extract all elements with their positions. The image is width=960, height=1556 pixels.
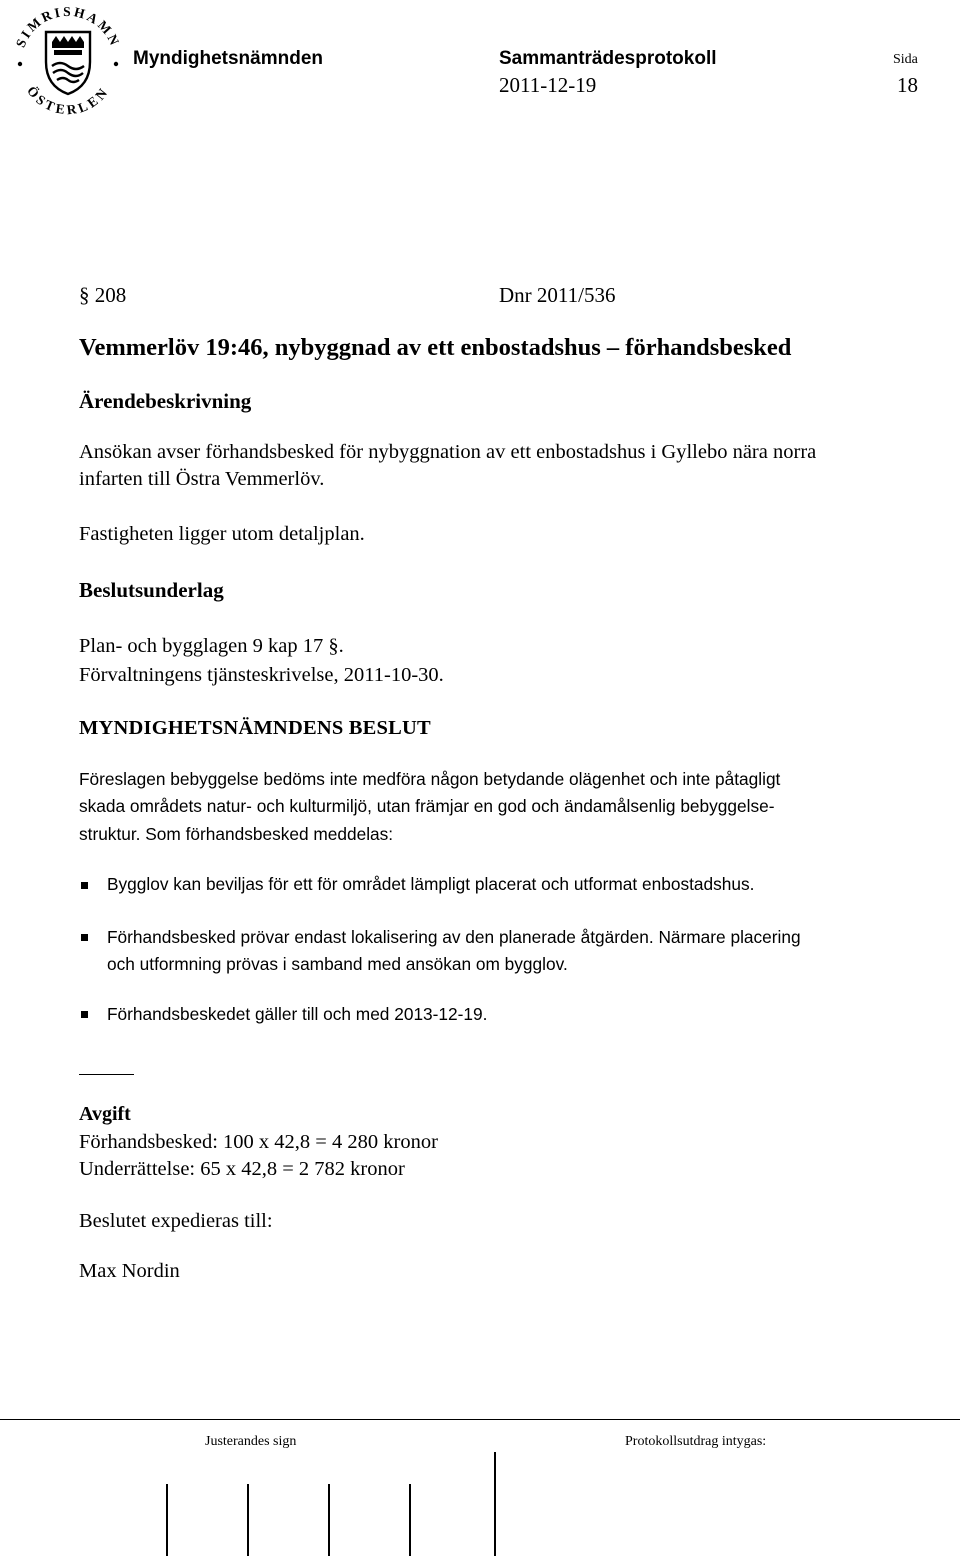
bullet-square-icon (81, 1011, 88, 1018)
signature-box-divider (166, 1484, 168, 1556)
shield-icon (46, 32, 90, 94)
decision-heading: MYNDIGHETSNÄMNDENS BESLUT (79, 717, 431, 739)
fee-line-1: Förhandsbesked: 100 x 42,8 = 4 280 kronor (79, 1131, 438, 1153)
description-detail: Fastigheten ligger utom detaljplan. (79, 523, 365, 545)
description-line-1: Ansökan avser förhandsbesked för nybyggnation av ett enbostadshus i Gyllebo nära norra (79, 441, 817, 463)
case-number-line (79, 282, 126, 309)
seal-text-bottom: ÖSTERLEN (23, 83, 112, 118)
municipality-seal-logo (6, 0, 130, 118)
case-title: Vemmerlöv 19:46, nybyggnad av ett enbostadshus – förhandsbesked (79, 334, 792, 361)
footer-section-divider (494, 1452, 496, 1556)
fee-line-2: Underrättelse: 65 x 42,8 = 2 782 kronor (79, 1158, 405, 1180)
fee-heading: Avgift (79, 1103, 131, 1125)
signature-box-divider (409, 1484, 411, 1556)
bullet-square-icon (81, 882, 88, 889)
header-organization: Myndighetsnämnden (133, 48, 324, 69)
decision-bullet-2-line-1: Förhandsbesked prövar endast lokalisering av den planerade åtgärden. Närmare placering (107, 927, 801, 947)
dispatch-heading: Beslutet expedieras till: (79, 1210, 273, 1232)
decision-line-3: struktur. Som förhandsbesked meddelas: (79, 824, 394, 844)
header-page-number: 18 (897, 73, 918, 97)
decision-line-2: skada områdets natur- och kulturmiljö, utan främjar en god och ändamålsenlig bebyggelse- (79, 796, 775, 816)
dispatch-recipient: Max Nordin (79, 1260, 180, 1282)
header-document-type: Sammanträdesprotokoll (499, 48, 717, 69)
basis-heading: Beslutsunderlag (79, 578, 224, 602)
case-number: 208 (94, 283, 127, 307)
bullet-square-icon (81, 934, 88, 941)
header-date: 2011-12-19 (499, 73, 597, 97)
description-heading: Ärendebeskrivning (79, 389, 252, 413)
signature-box-divider (328, 1484, 330, 1556)
footer-signatures-label: Justerandes sign (205, 1434, 297, 1449)
footer-extract-label: Protokollsutdrag intygas: (625, 1434, 767, 1449)
decision-bullet-3: Förhandsbeskedet gäller till och med 2013-12-19. (107, 1004, 488, 1024)
decision-line-1: Föreslagen bebyggelse bedöms inte medföra någon betydande olägenhet och inte påtagligt (79, 769, 781, 789)
header-page-label: Sida (893, 52, 918, 67)
separator-rule (79, 1074, 134, 1075)
footer-rule (0, 1419, 960, 1420)
decision-bullet-1: Bygglov kan beviljas för ett för området lämpligt placerat och utformat enbostadshus. (107, 874, 755, 894)
basis-line-1: Plan- och bygglagen 9 kap 17 §. (79, 635, 344, 657)
description-line-2: infarten till Östra Vemmerlöv. (79, 468, 325, 490)
seal-text-top: SIMRISHAMN (12, 3, 124, 50)
paragraph-symbol: § (79, 283, 90, 307)
case-dnr: Dnr 2011/536 (499, 283, 616, 307)
basis-line-2: Förvaltningens tjänsteskrivelse, 2011-10-30. (79, 664, 444, 686)
signature-box-divider (247, 1484, 249, 1556)
decision-bullet-2-line-2: och utformning prövas i samband med ansökan om bygglov. (107, 954, 568, 974)
